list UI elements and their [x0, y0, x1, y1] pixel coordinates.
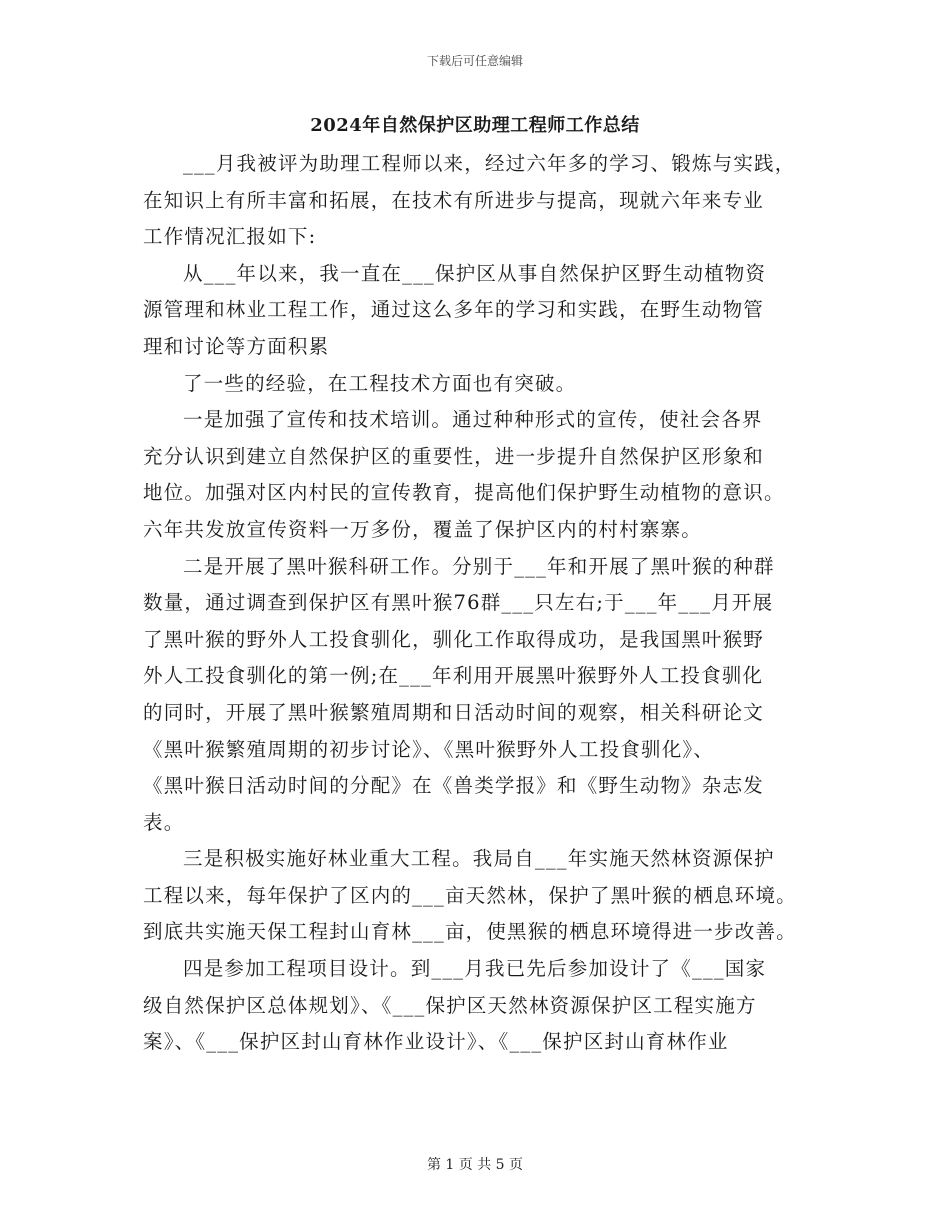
body-line: 地位。加强对区内村民的宣传教育，提高他们保护野生动植物的意识。 — [143, 481, 785, 505]
body-line: 的同时，开展了黑叶猴繁殖周期和日活动时间的观察，相关科研论文 — [143, 700, 765, 724]
body-line: 理和讨论等方面积累 — [143, 334, 330, 358]
download-note: 下载后可任意编辑 — [426, 54, 523, 68]
body-line: 从___年以来，我一直在___保护区从事自然保护区野生动植物资 — [183, 261, 767, 285]
body-line: 工作情况汇报如下: — [143, 225, 317, 249]
body-line: 数量，通过调查到保护区有黑叶猴76群___只左右;于___年___月开展 — [143, 591, 774, 615]
page-indicator: 第 1 页 共 5 页 — [426, 1157, 524, 1173]
body-line: 级自然保护区总体规划》、《___保护区天然林资源保护区工程实施方 — [143, 993, 757, 1017]
body-line: 《黑叶猴繁殖周期的初步讨论》、《黑叶猴野外人工投食驯化》、 — [143, 737, 715, 761]
document-title: 2024年自然保护区助理工程师工作总结 — [310, 115, 640, 136]
body-line: 四是参加工程项目设计。到___月我已先后参加设计了《___国家 — [183, 957, 767, 981]
body-line: 充分认识到建立自然保护区的重要性，进一步提升自然保护区形象和 — [143, 444, 765, 468]
body-line: 了一些的经验，在工程技术方面也有突破。 — [183, 371, 577, 395]
document-body — [143, 146, 823, 1061]
body-line: 三是积极实施好林业重大工程。我局自___年实施天然林资源保护 — [183, 847, 775, 871]
body-line: 表。 — [143, 810, 185, 834]
body-line: 源管理和林业工程工作，通过这么多年的学习和实践，在野生动物管 — [143, 298, 765, 322]
body-line: ___月我被评为助理工程师以来，经过六年多的学习、锻炼与实践， — [183, 152, 796, 175]
body-line: 六年共发放宣传资料一万多份，覆盖了保护区内的村村寨寨。 — [143, 517, 702, 541]
body-line: 案》、《___保护区封山育林作业设计》、《___保护区封山育林作业 — [143, 1030, 729, 1054]
body-line: 了黑叶猴的野外人工投食驯化，驯化工作取得成功，是我国黑叶猴野 — [143, 627, 765, 651]
body-line: 《黑叶猴日活动时间的分配》在《兽类学报》和《野生动物》杂志发 — [143, 774, 765, 798]
body-line: 工程以来，每年保护了区内的___亩天然林，保护了黑叶猴的栖息环境。 — [143, 883, 797, 907]
body-line: 外人工投食驯化的第一例;在___年利用开展黑叶猴野外人工投食驯化 — [143, 664, 764, 688]
body-line: 在知识上有所丰富和拓展，在技术有所进步与提高，现就六年来专业 — [143, 188, 765, 212]
body-line: 到底共实施天保工程封山育林___亩，使黑猴的栖息环境得进一步改善。 — [143, 920, 797, 944]
body-line: 一是加强了宣传和技术培训。通过种种形式的宣传，使社会各界 — [183, 408, 763, 432]
body-line: 二是开展了黑叶猴科研工作。分别于___年和开展了黑叶猴的种群 — [183, 554, 775, 578]
